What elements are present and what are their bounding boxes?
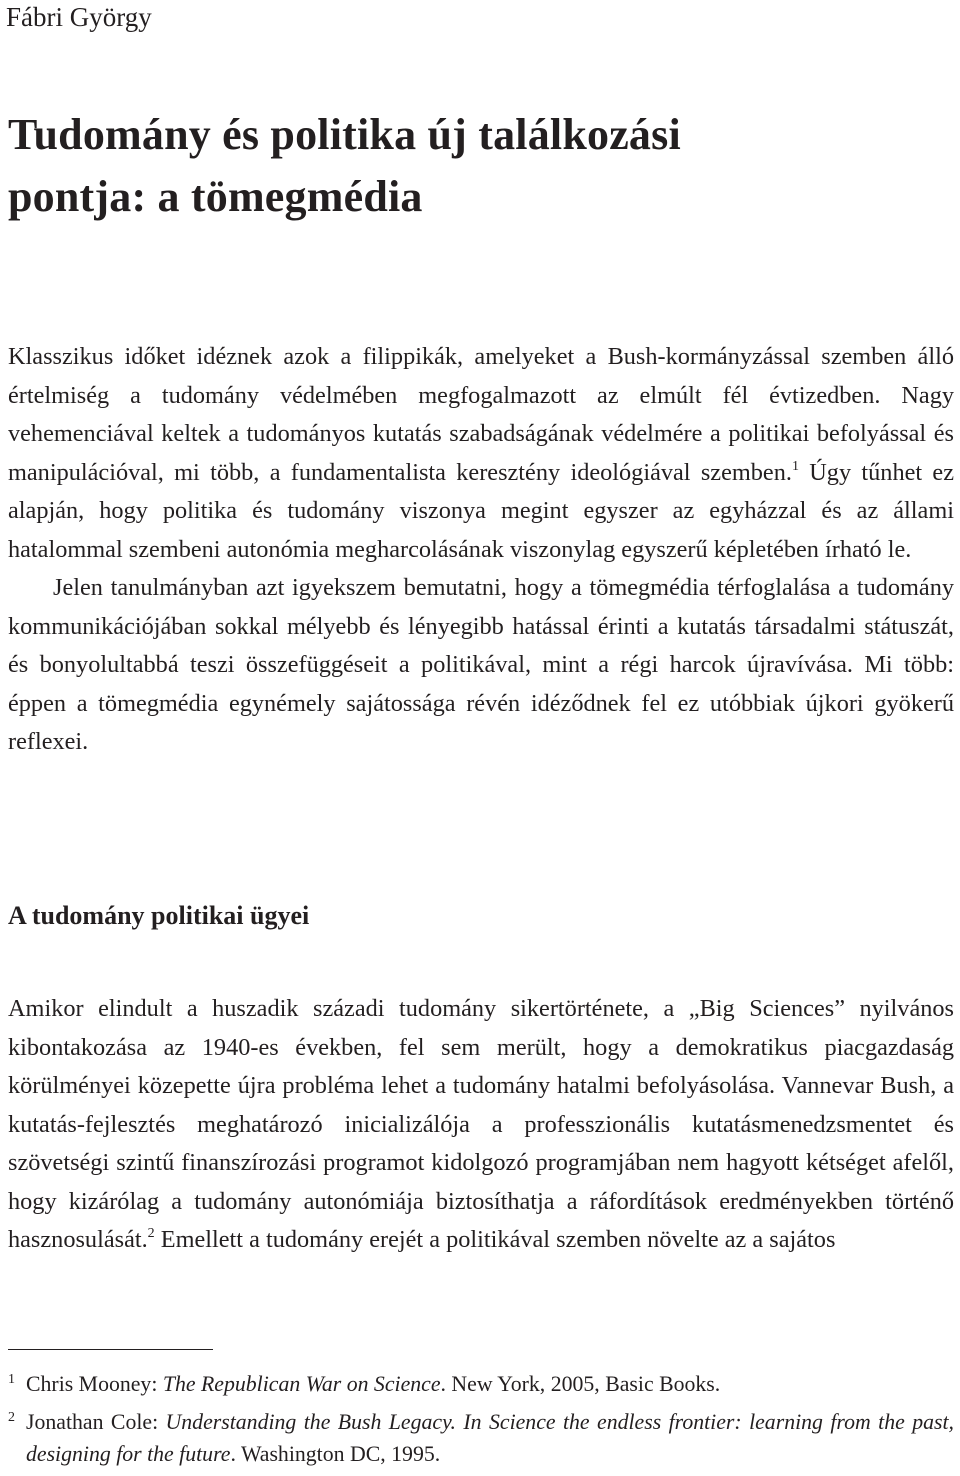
intro-section xyxy=(8,338,954,762)
section-body xyxy=(8,990,954,1260)
footnote-number: 1 xyxy=(8,1372,15,1387)
footnote-author: Jonathan Cole: xyxy=(26,1410,166,1434)
footnotes xyxy=(8,1368,954,1476)
author-name: Fábri György xyxy=(6,2,152,32)
section-paragraph-1 xyxy=(8,990,954,1260)
footnote-work-title: Understanding the Bush Legacy. In Science the endless frontier: learning from the past, designing for the future xyxy=(26,1410,954,1466)
footnote-author: Chris Mooney: xyxy=(26,1372,163,1396)
footnote-divider xyxy=(8,1349,213,1350)
section-paragraph-1-text: Amikor elindult a huszadik századi tudomány sikertörténete, a „Big Sciences” nyilvános kibontakozása az 1940-es években, fel sem merült, hogy a demokratikus piacgazdaság körülményei közepette újra probléma lehet a tudomány hatalmi befolyásolása. Vannevar Bush, a kutatás-fejlesztés meghatározó inicializálója a professzionális kutatásmenedzsmentet és szövetségi szintű finanszírozási programot kidolgozó programjában nem hagyott kétséget afelől, hogy kizárólag a tudomány autonómiája biztosíthatja a ráfordítások eredményekben történő hasznosulását. xyxy=(8,995,954,1253)
intro-paragraph-1-continued: Úgy tűnhet ez alapján, hogy politika és tudomány viszonya megint egyszer az egyházzal és az állami hatalommal szembeni autonómia megharcolásának viszonylag egyszerű képletében írható le. xyxy=(8,458,954,563)
footnote-1 xyxy=(8,1368,954,1400)
footnote-work-title: The Republican War on Science xyxy=(162,1372,441,1396)
footnote-ref-1[interactable]: 1 xyxy=(791,458,799,474)
title-line-1: Tudomány és politika új találkozási xyxy=(8,110,681,159)
footnote-publication: . New York, 2005, Basic Books. xyxy=(440,1372,721,1396)
title-line-2: pontja: a tömegmédia xyxy=(8,172,423,221)
intro-paragraph-1 xyxy=(8,338,954,569)
article-title xyxy=(8,104,948,228)
intro-paragraph-1-text: Klasszikus időket idéznek azok a filippikák, amelyeket a Bush-kormányzással szemben álló értelmiség a tudomány védelmében megfogalmazott az elmúlt fél évtizedben. Nagy vehemenciával keltek a tudományos kutatás szabadságának védelmére a politikai befolyással és manipulációval, mi több, a fundamentalista keresztény ideológiával szemben. xyxy=(8,343,954,486)
footnote-publication: . Washington DC, 1995. xyxy=(230,1442,441,1466)
section-paragraph-1-continued: Emellett a tudomány erejét a politikával szemben növelte az a sajátos xyxy=(154,1226,836,1253)
section-heading: A tudomány politikai ügyei xyxy=(8,901,310,930)
footnote-ref-2[interactable]: 2 xyxy=(147,1226,155,1241)
intro-paragraph-2: Jelen tanulmányban azt igyekszem bemutatni, hogy a tömegmédia térfoglalása a tudomány kommunikációjában sokkal mélyebb és lényegibb hatással érinti a kutatás társadalmi státuszát, és bonyolultabbá teszi összefüggéseit a politikával, mint a régi harcok újravívása. Mi több: éppen a tömegmédia egynémely sajátossága révén idéződnek fel ez utóbbiak újkori gyökerű reflexei. xyxy=(8,574,954,755)
footnote-2 xyxy=(8,1406,954,1470)
footnote-number: 2 xyxy=(8,1410,15,1425)
